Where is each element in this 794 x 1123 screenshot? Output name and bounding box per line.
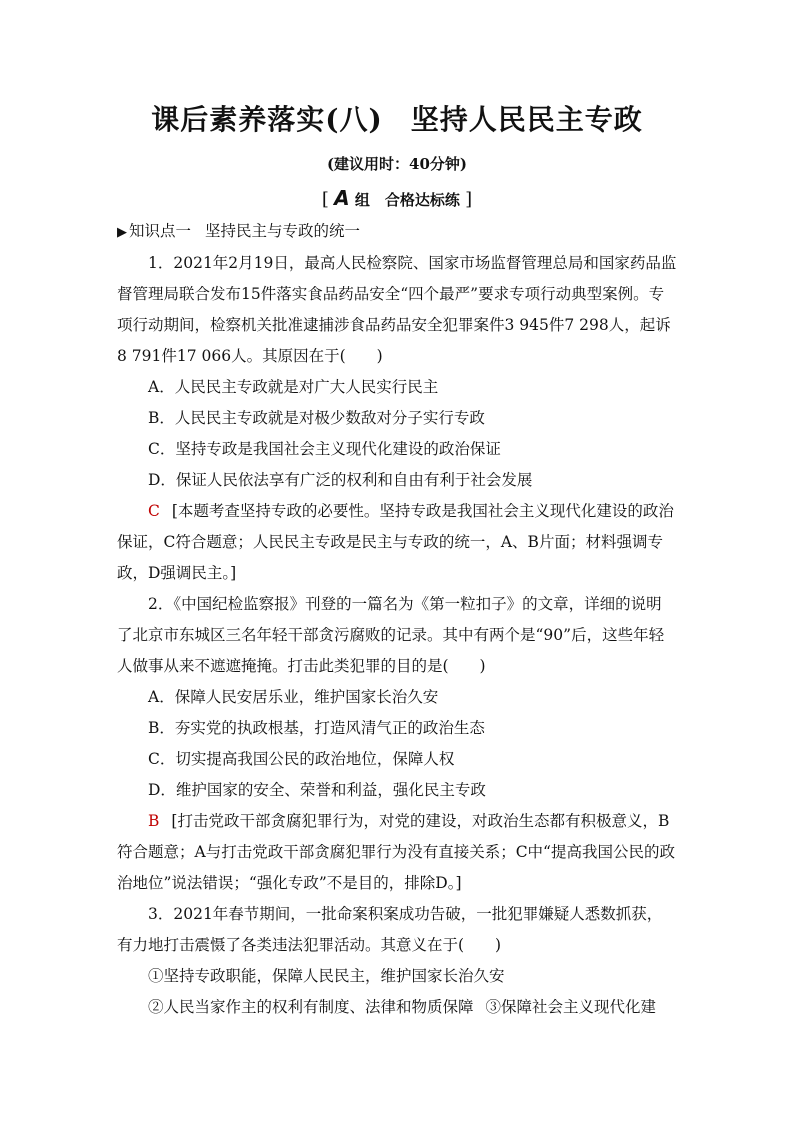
question-2-answer: B — [148, 812, 160, 830]
question-1-answer: C — [148, 502, 160, 520]
question-2-stem: 2．《中国纪检监察报》刊登的一篇名为《第一粒扣子》的文章，详细的说明了北京市东城区三名年轻干部贪污腐败的记录。其中有两个是“90”后，这些年轻人做事从来不遮遮掩掩。打击此类犯罪的目的是( ) — [117, 595, 665, 675]
question-3-items-line-2 — [117, 992, 677, 1023]
question-2-option-d: D．维护国家的安全、荣誉和利益，强化民主专政 — [148, 781, 486, 799]
title-main: 课后素养落实(八) — [151, 103, 383, 136]
question-2-option-b: B．夯实党的执政根基，打造风清气正的政治生态 — [148, 719, 485, 737]
page-title — [0, 98, 794, 138]
question-1-option-d: D．保证人民依法享有广泛的权利和自由有利于社会发展 — [148, 471, 533, 489]
question-1-option-a: A．人民民主专政就是对广大人民实行民主 — [148, 378, 439, 396]
question-3-item-2: ②人民当家作主的权利有制度、法律和物质保障 — [148, 998, 474, 1016]
title-sub: 坚持人民民主专政 — [410, 103, 643, 136]
question-1-option-c: C．坚持专政是我国社会主义现代化建设的政治保证 — [148, 440, 501, 458]
question-1-explanation-text: [本题考查坚持专政的必要性。坚持专政是我国社会主义现代化建设的政治保证，C符合题意；人民民主专政是民主与专政的统一，A、B片面；材料强调专政，D强调民主。] — [117, 502, 674, 582]
question-3-stem: 3．2021年春节期间，一批命案积案成功告破，一批犯罪嫌疑人悉数抓获，有力地打击震慑了各类违法犯罪活动。其意义在于( ) — [117, 905, 663, 954]
knowledge-point-heading — [117, 216, 677, 248]
group-label: 组 合格达标练 — [354, 191, 460, 209]
question-2-explanation-text: [打击党政干部贪腐犯罪行为，对党的建设，对政治生态都有积极意义，B符合题意；A与打击党政干部贪腐犯罪行为没有直接关系；C中“提高我国公民的政治地位”说法错误；“强化专政”不是目的，排除D。] — [117, 812, 675, 892]
question-1-stem: 1．2021年2月19日，最高人民检察院、国家市场监督管理总局和国家药品监督管理局联合发布15件落实食品药品安全“四个最严”要求专项行动典型案例。专项行动期间，检察机关批准逮捕涉食品药品安全犯罪案件3 945件7 298人，起诉8 791件17 066人。其原因在于( ) — [117, 254, 677, 365]
bracket-close: ] — [465, 189, 473, 210]
bracket-open: [ — [321, 189, 329, 210]
suggested-time: (建议用时：40分钟) — [326, 155, 468, 173]
question-2-explanation — [117, 806, 677, 899]
question-2-option-c: C．切实提高我国公民的政治地位，保障人权 — [148, 750, 455, 768]
group-heading — [0, 186, 794, 210]
knowledge-point-icon: ▶ — [117, 225, 127, 240]
question-3-item-3: ③保障社会主义现代化建 — [485, 998, 657, 1016]
knowledge-point-label: 知识点一 — [129, 222, 192, 240]
group-letter: A — [334, 186, 350, 210]
question-list — [117, 216, 677, 1023]
question-3-item-1: ①坚持专政职能，保障人民民主，维护国家长治久安 — [148, 967, 505, 985]
knowledge-point-text: 坚持民主与专政的统一 — [205, 222, 361, 240]
question-1-explanation — [117, 496, 677, 589]
question-2-option-a: A．保障人民安居乐业，维护国家长治久安 — [148, 688, 439, 706]
question-1-option-b: B．人民民主专政就是对极少数敌对分子实行专政 — [148, 409, 485, 427]
